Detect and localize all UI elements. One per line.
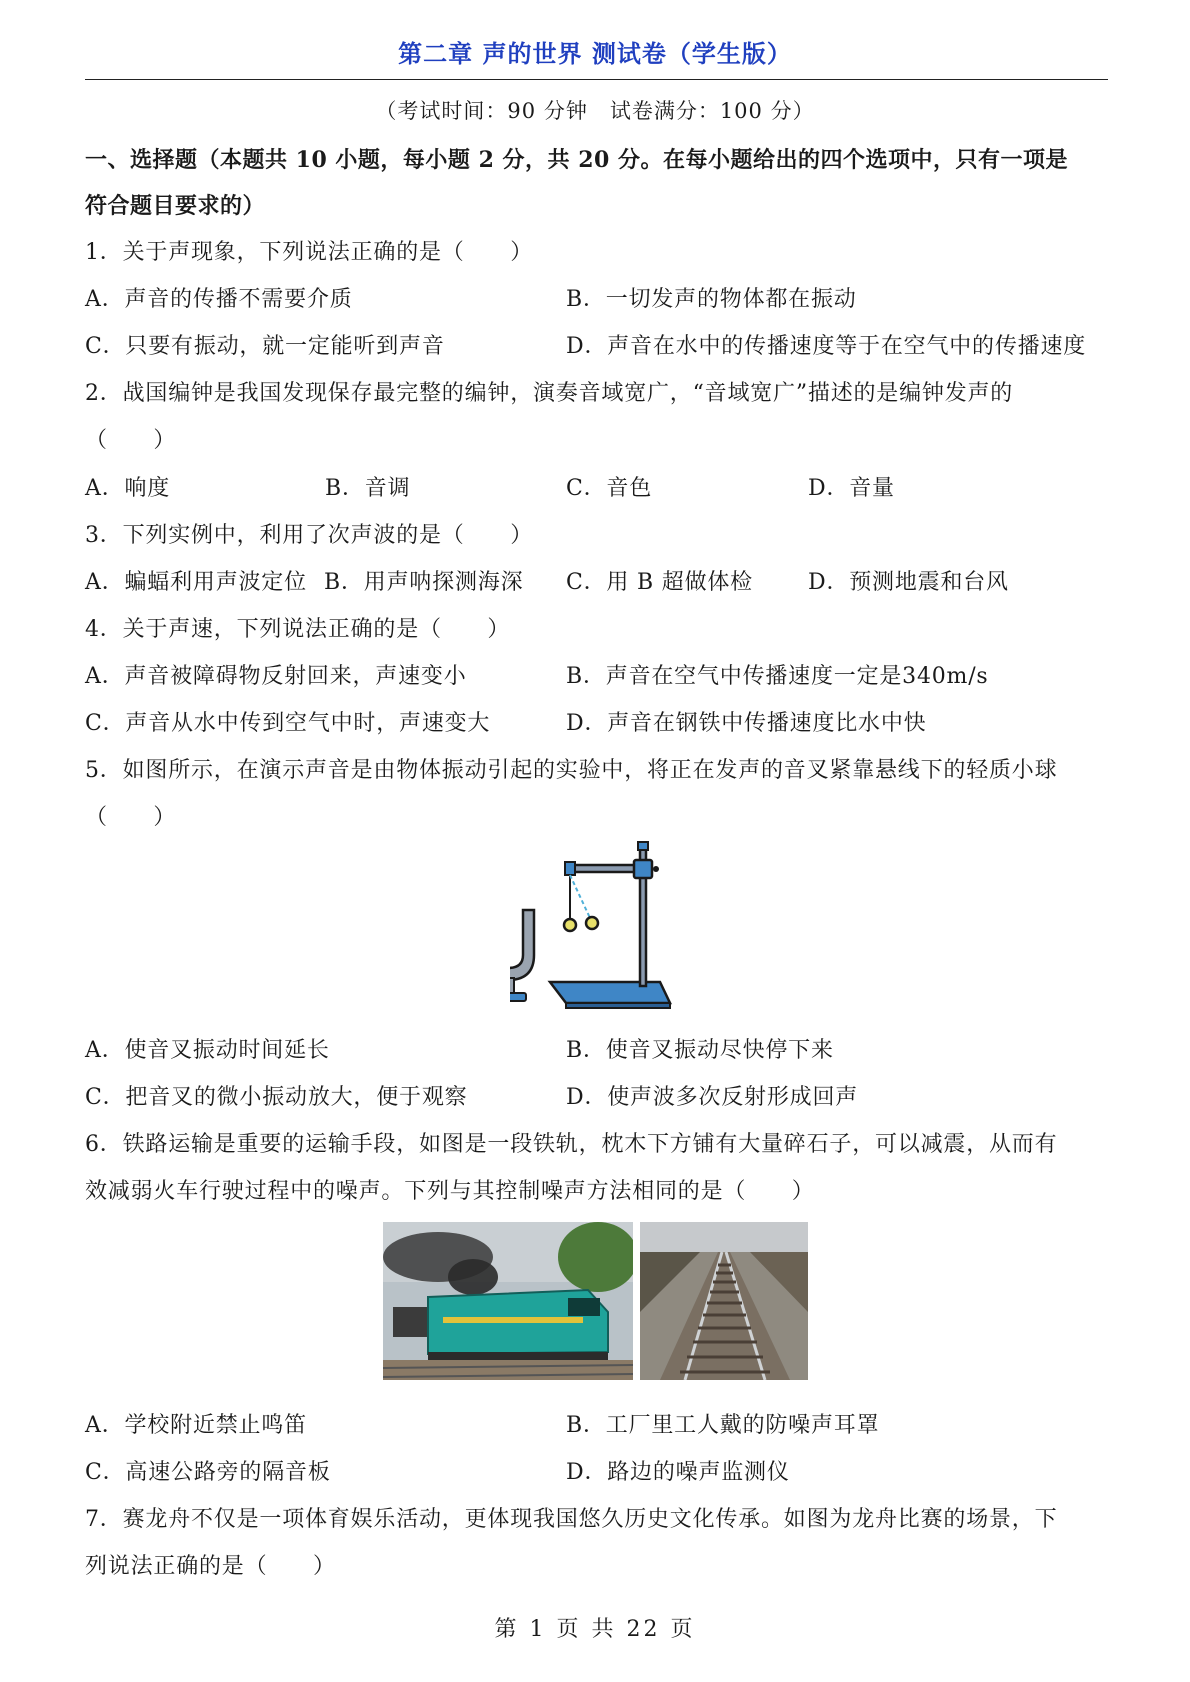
exam-meta: （考试时间：90 分钟 试卷满分：100 分） <box>375 99 815 123</box>
train-photo <box>383 1222 633 1380</box>
question-5-option-b[interactable]: B．使音叉振动尽快停下来 <box>566 1038 834 1063</box>
question-3-option-d[interactable]: D．预测地震和台风 <box>808 570 1009 595</box>
question-4-stem: 4．关于声速，下列说法正确的是（ ） <box>85 617 511 642</box>
railway-track-photo <box>640 1222 808 1380</box>
tuning-fork <box>510 910 534 980</box>
question-2-option-a[interactable]: A．响度 <box>85 476 171 501</box>
question-5-option-c[interactable]: C．把音叉的微小振动放大，便于观察 <box>85 1085 468 1110</box>
question-4-option-b[interactable]: B．声音在空气中传播速度一定是340m/s <box>566 664 989 689</box>
clamp <box>634 860 652 878</box>
light-ball <box>564 919 576 931</box>
question-5-stem-line1: 5．如图所示，在演示声音是由物体振动引起的实验中，将正在发声的音叉紧靠悬线下的轻质小球 <box>85 758 1058 783</box>
question-6-option-d[interactable]: D．路边的噪声监测仪 <box>566 1460 790 1485</box>
question-5-stem-line2: （ ） <box>85 805 177 830</box>
question-7-stem-line1: 7．赛龙舟不仅是一项体育娱乐活动，更体现我国悠久历史文化传承。如图为龙舟比赛的场景，下 <box>85 1507 1058 1532</box>
question-1-option-c[interactable]: C．只要有振动，就一定能听到声音 <box>85 334 445 359</box>
question-3-option-c[interactable]: C．用 B 超做体检 <box>566 570 753 595</box>
page-footer: 第 1 页 共 22 页 <box>494 1617 696 1642</box>
question-6-option-a[interactable]: A．学校附近禁止鸣笛 <box>85 1413 307 1438</box>
stand-arm <box>572 865 642 872</box>
question-6-option-c[interactable]: C．高速公路旁的隔音板 <box>85 1460 331 1485</box>
question-4-option-d[interactable]: D．声音在钢铁中传播速度比水中快 <box>566 711 927 736</box>
question-2-stem-line2: （ ） <box>85 428 177 453</box>
question-2-option-b[interactable]: B．音调 <box>325 476 411 501</box>
question-2-option-c[interactable]: C．音色 <box>566 476 653 501</box>
header-divider <box>85 79 1108 80</box>
question-5-option-d[interactable]: D．使声波多次反射形成回声 <box>566 1085 859 1110</box>
question-5-option-a[interactable]: A．使音叉振动时间延长 <box>85 1038 330 1063</box>
question-6-option-b[interactable]: B．工厂里工人戴的防噪声耳罩 <box>566 1413 880 1438</box>
tuning-fork-figure <box>510 840 685 1015</box>
question-3-option-b[interactable]: B．用声呐探测海深 <box>324 570 524 595</box>
question-1-option-d[interactable]: D．声音在水中的传播速度等于在空气中的传播速度 <box>566 334 1087 359</box>
question-1-option-b[interactable]: B．一切发声的物体都在振动 <box>566 287 857 312</box>
section-heading-line1: 一、选择题（本题共 10 小题，每小题 2 分，共 20 分。在每小题给出的四个选项中，只有一项是 <box>85 147 1068 173</box>
question-3-option-a[interactable]: A．蝙蝠利用声波定位 <box>85 570 307 595</box>
question-1-stem: 1．关于声现象，下列说法正确的是（ ） <box>85 240 533 265</box>
question-7-stem-line2: 列说法正确的是（ ） <box>85 1554 336 1579</box>
stand-base <box>550 982 670 1003</box>
question-6-stem-line1: 6．铁路运输是重要的运输手段，如图是一段铁轨，枕木下方铺有大量碎石子，可以减震，从而有 <box>85 1132 1058 1157</box>
question-2-option-d[interactable]: D．音量 <box>808 476 895 501</box>
question-3-stem: 3．下列实例中，利用了次声波的是（ ） <box>85 523 533 548</box>
page-title: 第二章 声的世界 测试卷（学生版） <box>398 40 792 68</box>
question-2-stem-line1: 2．战国编钟是我国发现保存最完整的编钟，演奏音域宽广，“音域宽广”描述的是编钟发声的 <box>85 381 1014 406</box>
question-4-option-a[interactable]: A．声音被障碍物反射回来，声速变小 <box>85 664 467 689</box>
section-heading-line2: 符合题目要求的） <box>85 193 266 219</box>
question-4-option-c[interactable]: C．声音从水中传到空气中时，声速变大 <box>85 711 491 736</box>
question-1-option-a[interactable]: A．声音的传播不需要介质 <box>85 287 353 312</box>
tuning-fork-base <box>510 993 526 1001</box>
question-6-stem-line2: 效减弱火车行驶过程中的噪声。下列与其控制噪声方法相同的是（ ） <box>85 1179 815 1204</box>
